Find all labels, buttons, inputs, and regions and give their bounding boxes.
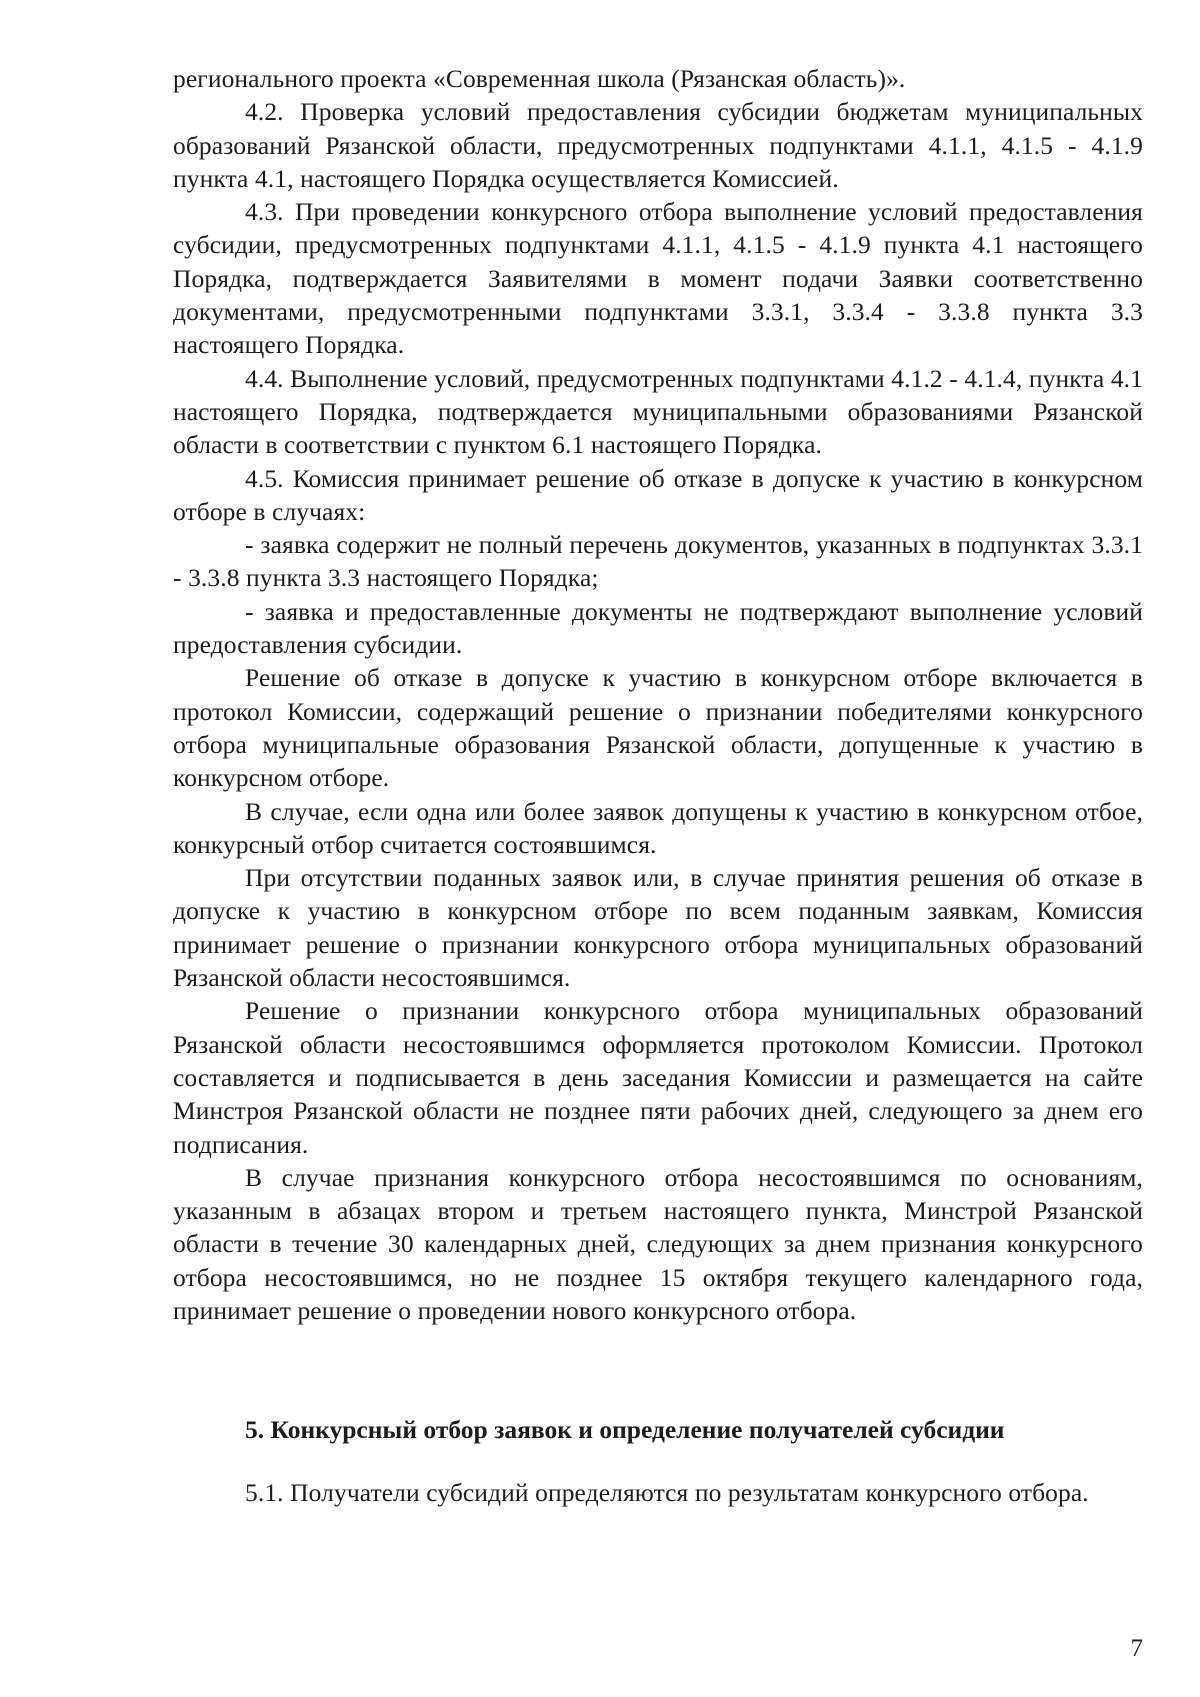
paragraph-4-3: 4.3. При проведении конкурсного отбора выполнение условий предоставления субсидии, предусмотренных подпунктами 4.1.1, 4.1.5 - 4.1.9 пункта 4.1 настоящего Порядка, подтверждается Заявителями в момент подачи Заявки соответственно документами, предусмотренными подпунктами 3.3.1, 3.3.4 - 3.3.8 пункта 3.3 настоящего Порядка.	[173, 197, 1143, 360]
paragraph-new-selection: В случае признания конкурсного отбора несостоявшимся по основаниям, указанным в абзацах втором и третьем настоящего пункта, Минстрой Рязанской области в течение 30 календарных дней, следующих за днем признания конкурсного отбора несостоявшимся, но не позднее 15 октября текущего календарного года, принимает решение о проведении нового конкурсного отбора.	[173, 1162, 1143, 1325]
paragraph-0: регионального проекта «Современная школа (Рязанская область)».	[173, 64, 906, 93]
paragraph-selection-held: В случае, если одна или более заявок допущены к участию в конкурсном отбое, конкурсный отбор считается состоявшимся.	[173, 796, 1143, 859]
paragraph-no-applications: При отсутствии поданных заявок или, в случае принятия решения об отказе в допуске к участию в конкурсном отборе по всем поданным заявкам, Комиссия принимает решение о признании конкурсного отбора муниципальных образований Рязанской области несостоявшимся.	[173, 863, 1143, 993]
paragraph-4-4: 4.4. Выполнение условий, предусмотренных подпунктами 4.1.2 - 4.1.4, пункта 4.1 настоящего Порядка, подтверждается муниципальными образованиями Рязанской области в соответствии с пунктом 6.1 настоящего Порядка.	[173, 363, 1143, 460]
document-page	[173, 62, 1143, 1510]
paragraph-4-2: 4.2. Проверка условий предоставления субсидии бюджетам муниципальных образований Рязанской области, предусмотренных подпунктами 4.1.1, 4.1.5 - 4.1.9 пункта 4.1, настоящего Порядка осуществляется Комиссией.	[173, 97, 1143, 193]
list-item-incomplete-documents: - заявка содержит не полный перечень документов, указанных в подпунктах 3.3.1 - 3.3.8 пункта 3.3 настоящего Порядка;	[173, 530, 1143, 593]
section-title: 5. Конкурсный отбор заявок и определение получателей субсидии	[245, 1415, 1005, 1445]
paragraph-5-1: 5.1. Получатели субсидий определяются по результатам конкурсного отбора.	[245, 1478, 1089, 1508]
paragraph-refusal-decision: Решение об отказе в допуске к участию в конкурсном отборе включается в протокол Комиссии, содержащий решение о признании победителями конкурсного отбора муниципальные образования Рязанской области, допущенные к участию в конкурсном отборе.	[173, 663, 1143, 793]
page-number: 7	[1130, 1635, 1143, 1662]
paragraph-protocol: Решение о признании конкурсного отбора муниципальных образований Рязанской области несостоявшимся оформляется протоколом Комиссии. Протокол составляется и подписывается в день заседания Комиссии и размещается на сайте Минстроя Рязанской области не позднее пяти рабочих дней, следующего за днем его подписания.	[173, 996, 1143, 1159]
paragraph-4-5: 4.5. Комиссия принимает решение об отказе в допуске к участию в конкурсном отборе в случаях:	[173, 463, 1143, 526]
list-item-conditions-not-confirmed: - заявка и предоставленные документы не подтверждают выполнение условий предоставления субсидии.	[173, 596, 1143, 660]
